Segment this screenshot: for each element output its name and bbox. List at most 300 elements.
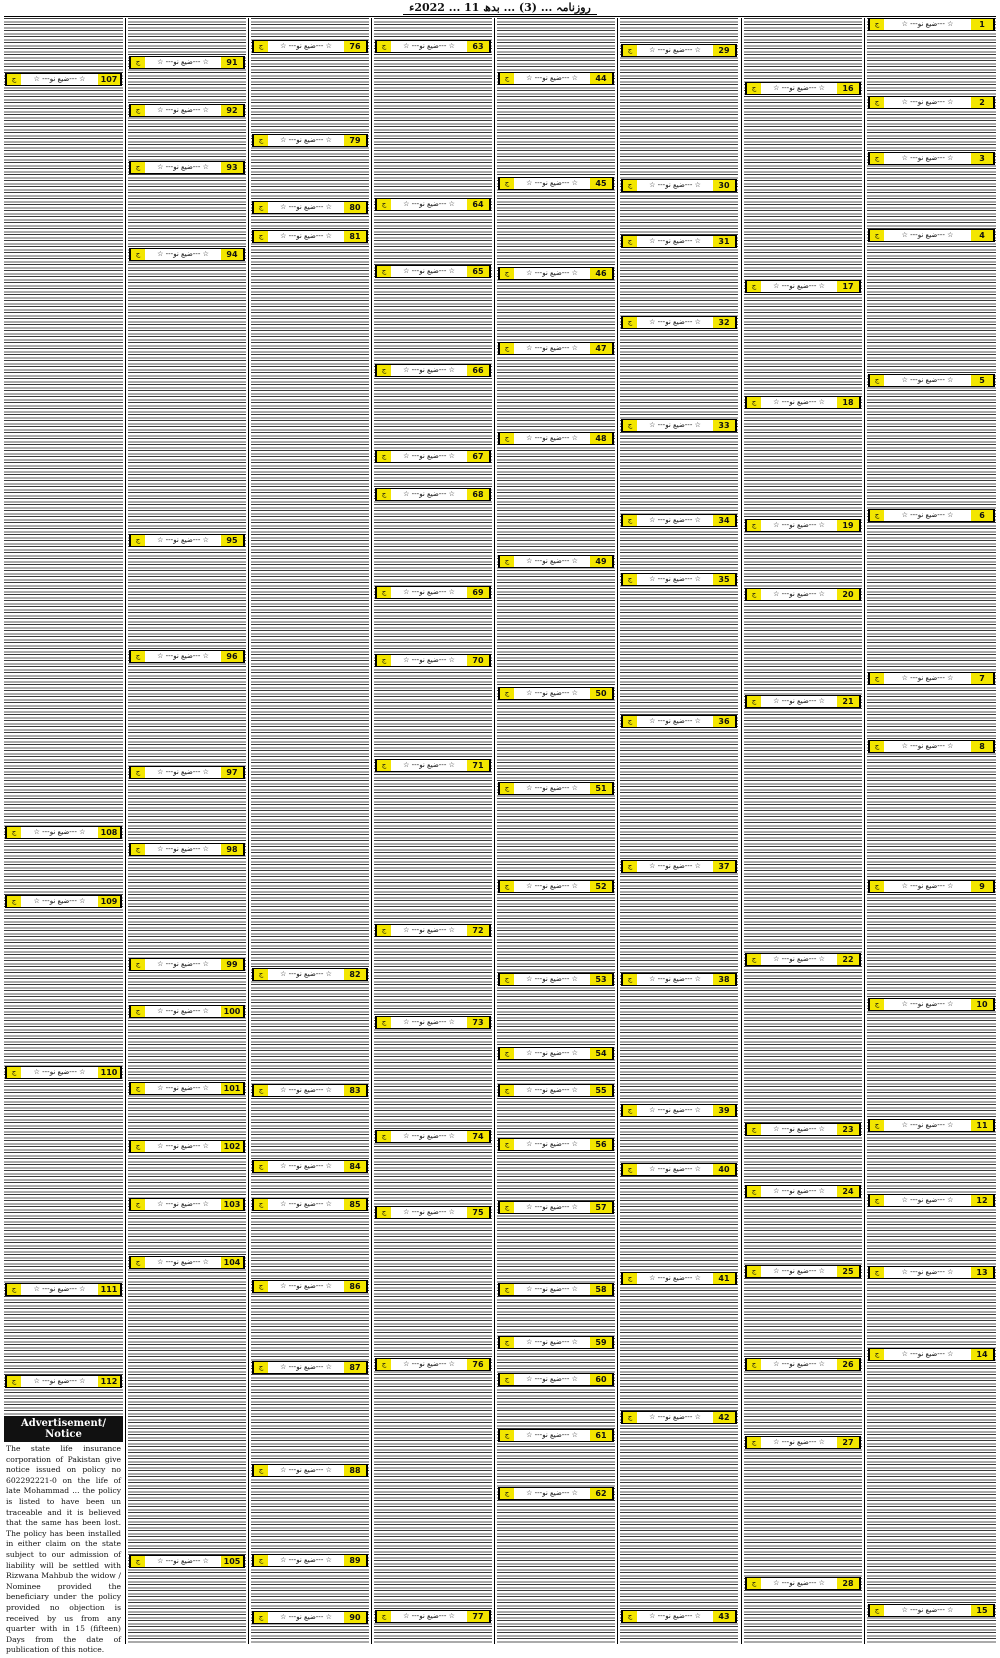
notice-header xyxy=(129,56,245,69)
advertisement-body: The state life insurance corporation of Pakistan give notice issued on policy no 602292221-0 on the life of late Mohammad ... the policy is listed to have been un traceable and it is believed that the same has been lost. The policy has been installed in either claim on the state subject to our admission of liability will be settled with Rizwana Mahbub the widow / Nominee provided the beneficiary under the policy provided no objection is received by us from any quarter with in 15 (fifteen) Days from the date of publication of this notice. xyxy=(6,1444,121,1655)
notice-title: ☆ ---ضیع نو--- ☆ xyxy=(526,269,578,277)
notice-tag: ج xyxy=(622,974,637,985)
notice-title: ☆ ---ضیع نو--- ☆ xyxy=(526,179,578,187)
notice-tag: ج xyxy=(253,1465,268,1476)
notice-title: ☆ ---ضیع نو--- ☆ xyxy=(901,20,954,28)
notice-header xyxy=(621,973,737,986)
notice-tag: ج xyxy=(622,1105,637,1116)
notice-column-3 xyxy=(251,18,369,1644)
notice-title: ☆ ---ضیع نو--- ☆ xyxy=(403,1132,455,1140)
notice-columns xyxy=(4,18,996,1655)
notice-number: 30 xyxy=(713,180,736,191)
notice-number: 15 xyxy=(971,1605,994,1616)
notice-tag: ج xyxy=(499,343,514,354)
notice-header xyxy=(621,419,737,432)
notice-number: 1 xyxy=(971,19,994,30)
notice-number: 105 xyxy=(221,1556,244,1567)
notice-title: ☆ ---ضیع نو--- ☆ xyxy=(157,1007,209,1015)
notice-title: ☆ ---ضیع نو--- ☆ xyxy=(901,742,954,750)
notice-tag: ج xyxy=(376,199,391,210)
notice-tag: ج xyxy=(130,535,145,546)
notice-number: 79 xyxy=(344,135,367,146)
notice-header xyxy=(868,1119,995,1132)
notice-tag: ج xyxy=(499,974,514,985)
notice-number: 19 xyxy=(837,520,860,531)
notice-header xyxy=(745,695,861,708)
notice-number: 28 xyxy=(837,1578,860,1589)
notice-number: 39 xyxy=(713,1105,736,1116)
notice-title: ☆ ---ضیع نو--- ☆ xyxy=(773,1360,825,1368)
notice-tag: ج xyxy=(869,1120,884,1131)
notice-tag: ج xyxy=(253,1612,268,1623)
notice-tag: ج xyxy=(499,1488,514,1499)
notice-title: ☆ ---ضیع نو--- ☆ xyxy=(649,46,701,54)
notice-title: ☆ ---ضیع نو--- ☆ xyxy=(649,1274,701,1282)
notice-header xyxy=(745,588,861,601)
notice-tag: ج xyxy=(622,716,637,727)
notice-title: ☆ ---ضیع نو--- ☆ xyxy=(649,421,701,429)
notice-number: 29 xyxy=(713,45,736,56)
notice-number: 57 xyxy=(590,1202,613,1213)
notice-number: 33 xyxy=(713,420,736,431)
notice-header xyxy=(498,177,614,190)
notice-title: ☆ ---ضیع نو--- ☆ xyxy=(649,1165,701,1173)
notice-header xyxy=(129,766,245,779)
notice-number: 16 xyxy=(837,83,860,94)
notice-title: ☆ ---ضیع نو--- ☆ xyxy=(280,1363,332,1371)
notice-number: 12 xyxy=(971,1195,994,1206)
notice-tag: ج xyxy=(869,19,884,30)
notice-header xyxy=(5,1375,122,1388)
notice-title: ☆ ---ضیع نو--- ☆ xyxy=(649,1106,701,1114)
notice-tag: ج xyxy=(376,1017,391,1028)
column-separator xyxy=(371,18,372,1644)
notice-header xyxy=(621,1272,737,1285)
notice-number: 62 xyxy=(590,1488,613,1499)
notice-number: 70 xyxy=(467,655,490,666)
notice-tag: ج xyxy=(253,969,268,980)
notice-title: ☆ ---ضیع نو--- ☆ xyxy=(157,106,209,114)
notice-tag: ج xyxy=(499,556,514,567)
notice-column-2 xyxy=(128,18,246,1644)
notice-header xyxy=(621,860,737,873)
notice-number: 73 xyxy=(467,1017,490,1028)
notice-title: ☆ ---ضیع نو--- ☆ xyxy=(157,163,209,171)
notice-header xyxy=(745,519,861,532)
notice-header xyxy=(375,265,491,278)
notice-title: ☆ ---ضیع نو--- ☆ xyxy=(157,536,209,544)
notice-tag: ج xyxy=(253,231,268,242)
notice-title: ☆ ---ضیع نو--- ☆ xyxy=(773,521,825,529)
notice-title: ☆ ---ضیع نو--- ☆ xyxy=(901,882,954,890)
notice-title: ☆ ---ضیع نو--- ☆ xyxy=(901,231,954,239)
notice-header xyxy=(498,1429,614,1442)
notice-title: ☆ ---ضیع نو--- ☆ xyxy=(773,590,825,598)
notice-title: ☆ ---ضیع نو--- ☆ xyxy=(526,1431,578,1439)
notice-number: 22 xyxy=(837,954,860,965)
notice-tag: ج xyxy=(130,57,145,68)
notice-header xyxy=(498,1138,614,1151)
notice-title: ☆ ---ضیع نو--- ☆ xyxy=(403,588,455,596)
notice-number: 56 xyxy=(590,1139,613,1150)
notice-header xyxy=(868,672,995,685)
notice-tag: ج xyxy=(499,1284,514,1295)
notice-column-4 xyxy=(374,18,492,1644)
notice-header xyxy=(621,573,737,586)
notice-number: 44 xyxy=(590,73,613,84)
notice-tag: ج xyxy=(376,1207,391,1218)
notice-tag: ج xyxy=(622,317,637,328)
notice-number: 101 xyxy=(221,1083,244,1094)
notice-header xyxy=(5,826,122,839)
notice-header xyxy=(129,534,245,547)
notice-tag: ج xyxy=(130,1006,145,1017)
notice-tag: ج xyxy=(499,268,514,279)
notice-title: ☆ ---ضیع نو--- ☆ xyxy=(157,1258,209,1266)
notice-number: 42 xyxy=(713,1412,736,1423)
notice-header xyxy=(375,198,491,211)
notice-column-6 xyxy=(620,18,738,1644)
notice-header xyxy=(375,364,491,377)
notice-header xyxy=(498,687,614,700)
notice-number: 27 xyxy=(837,1437,860,1448)
notice-number: 9 xyxy=(971,881,994,892)
notice-header xyxy=(621,1104,737,1117)
notice-tag: ج xyxy=(499,1337,514,1348)
notice-header xyxy=(129,650,245,663)
notice-header xyxy=(375,586,491,599)
notice-header xyxy=(621,715,737,728)
notice-column-8 xyxy=(867,18,996,1644)
notice-header xyxy=(868,1604,995,1617)
notice-tag: ج xyxy=(6,1284,21,1295)
notice-title: ☆ ---ضیع نو--- ☆ xyxy=(526,1086,578,1094)
notice-number: 49 xyxy=(590,556,613,567)
notice-header xyxy=(5,1283,122,1296)
notice-header xyxy=(621,1163,737,1176)
notice-header xyxy=(252,1361,368,1374)
notice-tag: ج xyxy=(869,1605,884,1616)
notice-tag: ج xyxy=(253,1161,268,1172)
notice-title: ☆ ---ضیع نو--- ☆ xyxy=(157,250,209,258)
notice-header xyxy=(129,1555,245,1568)
notice-header xyxy=(375,1206,491,1219)
notice-number: 82 xyxy=(344,969,367,980)
notice-number: 4 xyxy=(971,230,994,241)
notice-tag: ج xyxy=(869,741,884,752)
notice-tag: ج xyxy=(746,1437,761,1448)
notice-header xyxy=(129,1256,245,1269)
notice-header xyxy=(375,1130,491,1143)
notice-header xyxy=(129,843,245,856)
notice-header xyxy=(498,1047,614,1060)
notice-title: ☆ ---ضیع نو--- ☆ xyxy=(403,452,455,460)
notice-title: ☆ ---ضیع نو--- ☆ xyxy=(280,232,332,240)
notice-title: ☆ ---ضیع نو--- ☆ xyxy=(773,1579,825,1587)
notice-number: 8 xyxy=(971,741,994,752)
notice-title: ☆ ---ضیع نو--- ☆ xyxy=(403,200,455,208)
notice-title: ☆ ---ضیع نو--- ☆ xyxy=(526,1049,578,1057)
notice-title: ☆ ---ضیع نو--- ☆ xyxy=(901,376,954,384)
notice-header xyxy=(129,1198,245,1211)
advertisement-notice xyxy=(4,1416,123,1658)
notice-tag: ج xyxy=(130,959,145,970)
notice-number: 69 xyxy=(467,587,490,598)
notice-header xyxy=(621,316,737,329)
notice-header xyxy=(375,924,491,937)
notice-number: 112 xyxy=(98,1376,121,1387)
notice-title: ☆ ---ضیع نو--- ☆ xyxy=(901,1000,954,1008)
notice-title: ☆ ---ضیع نو--- ☆ xyxy=(526,1338,578,1346)
notice-tag: ج xyxy=(499,783,514,794)
notice-number: 84 xyxy=(344,1161,367,1172)
notice-number: 60 xyxy=(590,1374,613,1385)
notice-tag: ج xyxy=(746,520,761,531)
notice-number: 24 xyxy=(837,1186,860,1197)
notice-number: 21 xyxy=(837,696,860,707)
notice-number: 52 xyxy=(590,881,613,892)
notice-title: ☆ ---ضیع نو--- ☆ xyxy=(403,490,455,498)
notice-title: ☆ ---ضیع نو--- ☆ xyxy=(901,511,954,519)
notice-title: ☆ ---ضیع نو--- ☆ xyxy=(649,1612,701,1620)
column-separator xyxy=(248,18,249,1644)
notice-number: 17 xyxy=(837,281,860,292)
notice-number: 51 xyxy=(590,783,613,794)
notice-header xyxy=(745,953,861,966)
notice-title: ☆ ---ضیع نو--- ☆ xyxy=(773,1125,825,1133)
notice-column-1 xyxy=(4,18,123,1655)
notice-tag: ج xyxy=(746,589,761,600)
notice-number: 58 xyxy=(590,1284,613,1295)
notice-header xyxy=(129,1005,245,1018)
notice-header xyxy=(868,374,995,387)
notice-header xyxy=(745,280,861,293)
notice-number: 63 xyxy=(467,41,490,52)
notice-tag: ج xyxy=(746,281,761,292)
notice-number: 14 xyxy=(971,1349,994,1360)
notice-header xyxy=(745,82,861,95)
notice-tag: ج xyxy=(130,249,145,260)
notice-number: 85 xyxy=(344,1199,367,1210)
notice-tag: ج xyxy=(253,1555,268,1566)
notice-header xyxy=(498,1283,614,1296)
notice-number: 3 xyxy=(971,153,994,164)
notice-header xyxy=(868,880,995,893)
notice-title: ☆ ---ضیع نو--- ☆ xyxy=(403,1360,455,1368)
notice-title: ☆ ---ضیع نو--- ☆ xyxy=(901,1350,954,1358)
notice-tag: ج xyxy=(622,1412,637,1423)
notice-tag: ج xyxy=(130,1083,145,1094)
notice-title: ☆ ---ضیع نو--- ☆ xyxy=(526,1203,578,1211)
notice-header xyxy=(375,488,491,501)
notice-number: 53 xyxy=(590,974,613,985)
notice-tag: ج xyxy=(376,925,391,936)
notice-title: ☆ ---ضیع نو--- ☆ xyxy=(280,1086,332,1094)
column-separator xyxy=(741,18,742,1644)
notice-tag: ج xyxy=(6,1376,21,1387)
notice-header xyxy=(129,1140,245,1153)
notice-number: 13 xyxy=(971,1267,994,1278)
notice-title: ☆ ---ضیع نو--- ☆ xyxy=(280,1162,332,1170)
masthead-rule xyxy=(4,16,996,17)
notice-title: ☆ ---ضیع نو--- ☆ xyxy=(33,897,86,905)
notice-number: 96 xyxy=(221,651,244,662)
notice-tag: ج xyxy=(869,375,884,386)
notice-title: ☆ ---ضیع نو--- ☆ xyxy=(280,1613,332,1621)
notice-tag: ج xyxy=(499,1374,514,1385)
notice-tag: ج xyxy=(869,1349,884,1360)
notice-title: ☆ ---ضیع نو--- ☆ xyxy=(773,398,825,406)
notice-tag: ج xyxy=(746,696,761,707)
notice-number: 65 xyxy=(467,266,490,277)
column-separator xyxy=(494,18,495,1644)
notice-number: 87 xyxy=(344,1362,367,1373)
notice-number: 71 xyxy=(467,760,490,771)
notice-header xyxy=(375,1610,491,1623)
notice-tag: ج xyxy=(746,397,761,408)
notice-tag: ج xyxy=(746,1578,761,1589)
notice-tag: ج xyxy=(253,1281,268,1292)
notice-number: 76 xyxy=(344,41,367,52)
notice-number: 47 xyxy=(590,343,613,354)
notice-header xyxy=(129,958,245,971)
notice-header xyxy=(498,1336,614,1349)
notice-number: 81 xyxy=(344,231,367,242)
notice-tag: ج xyxy=(253,1362,268,1373)
notice-number: 31 xyxy=(713,236,736,247)
notice-header xyxy=(498,72,614,85)
notice-header xyxy=(375,759,491,772)
notice-tag: ج xyxy=(869,153,884,164)
notice-header xyxy=(252,1160,368,1173)
notice-tag: ج xyxy=(746,1266,761,1277)
notice-header xyxy=(498,973,614,986)
notice-tag: ج xyxy=(622,1164,637,1175)
notice-tag: ج xyxy=(130,162,145,173)
notice-tag: ج xyxy=(130,1199,145,1210)
notice-number: 108 xyxy=(98,827,121,838)
notice-number: 41 xyxy=(713,1273,736,1284)
notice-title: ☆ ---ضیع نو--- ☆ xyxy=(403,42,455,50)
notice-number: 46 xyxy=(590,268,613,279)
column-separator xyxy=(617,18,618,1644)
notice-title: ☆ ---ضیع نو--- ☆ xyxy=(649,1413,701,1421)
notice-number: 10 xyxy=(971,999,994,1010)
notice-number: 45 xyxy=(590,178,613,189)
notice-number: 66 xyxy=(467,365,490,376)
notice-title: ☆ ---ضیع نو--- ☆ xyxy=(526,882,578,890)
notice-header xyxy=(375,1016,491,1029)
notice-title: ☆ ---ضیع نو--- ☆ xyxy=(157,845,209,853)
notice-tag: ج xyxy=(746,1359,761,1370)
notice-tag: ج xyxy=(6,74,21,85)
column-separator xyxy=(864,18,865,1644)
notice-title: ☆ ---ضیع نو--- ☆ xyxy=(403,267,455,275)
notice-title: ☆ ---ضیع نو--- ☆ xyxy=(33,1285,86,1293)
notice-header xyxy=(252,1464,368,1477)
notice-number: 109 xyxy=(98,896,121,907)
notice-number: 23 xyxy=(837,1124,860,1135)
notice-number: 75 xyxy=(467,1207,490,1218)
notice-title: ☆ ---ضیع نو--- ☆ xyxy=(280,1282,332,1290)
notice-title: ☆ ---ضیع نو--- ☆ xyxy=(901,1121,954,1129)
notice-tag: ج xyxy=(622,1273,637,1284)
notice-title: ☆ ---ضیع نو--- ☆ xyxy=(773,697,825,705)
notice-number: 26 xyxy=(837,1359,860,1370)
notice-title: ☆ ---ضیع نو--- ☆ xyxy=(403,1208,455,1216)
notice-tag: ج xyxy=(622,574,637,585)
notice-tag: ج xyxy=(869,97,884,108)
notice-tag: ج xyxy=(622,1611,637,1622)
notice-number: 34 xyxy=(713,515,736,526)
notice-tag: ج xyxy=(869,673,884,684)
notice-header xyxy=(868,998,995,1011)
notice-title: ☆ ---ضیع نو--- ☆ xyxy=(901,154,954,162)
notice-tag: ج xyxy=(376,587,391,598)
notice-header xyxy=(745,1577,861,1590)
notice-header xyxy=(745,396,861,409)
masthead-text: روزنامہ ... (3) ... بدھ 11 ... 2022ء xyxy=(403,1,597,15)
notice-tag: ج xyxy=(499,1139,514,1150)
notice-tag: ج xyxy=(376,489,391,500)
notice-header xyxy=(868,740,995,753)
notice-title: ☆ ---ضیع نو--- ☆ xyxy=(649,575,701,583)
notice-header xyxy=(621,44,737,57)
notice-header xyxy=(498,432,614,445)
notice-header xyxy=(868,152,995,165)
notice-title: ☆ ---ضیع نو--- ☆ xyxy=(403,1018,455,1026)
notice-header xyxy=(252,201,368,214)
notice-header xyxy=(498,782,614,795)
notice-tag: ج xyxy=(869,230,884,241)
notice-header xyxy=(252,1198,368,1211)
notice-title: ☆ ---ضیع نو--- ☆ xyxy=(280,1556,332,1564)
notice-number: 74 xyxy=(467,1131,490,1142)
notice-title: ☆ ---ضیع نو--- ☆ xyxy=(773,84,825,92)
notice-number: 103 xyxy=(221,1199,244,1210)
notice-tag: ج xyxy=(376,266,391,277)
notice-number: 89 xyxy=(344,1555,367,1566)
notice-number: 93 xyxy=(221,162,244,173)
notice-title: ☆ ---ضیع نو--- ☆ xyxy=(403,1612,455,1620)
notice-title: ☆ ---ضیع نو--- ☆ xyxy=(649,717,701,725)
notice-number: 68 xyxy=(467,489,490,500)
notice-tag: ج xyxy=(130,1556,145,1567)
notice-header xyxy=(252,1084,368,1097)
notice-column-5 xyxy=(497,18,615,1644)
notice-header xyxy=(5,895,122,908)
notice-tag: ج xyxy=(622,515,637,526)
notice-title: ☆ ---ضیع نو--- ☆ xyxy=(526,1375,578,1383)
notice-title: ☆ ---ضیع نو--- ☆ xyxy=(649,975,701,983)
notice-number: 92 xyxy=(221,105,244,116)
notice-tag: ج xyxy=(130,767,145,778)
notice-number: 76 xyxy=(467,1359,490,1370)
notice-title: ☆ ---ضیع نو--- ☆ xyxy=(649,516,701,524)
notice-tag: ج xyxy=(253,41,268,52)
notice-tag: ج xyxy=(869,1267,884,1278)
notice-header xyxy=(498,267,614,280)
notice-title: ☆ ---ضیع نو--- ☆ xyxy=(526,1140,578,1148)
notice-tag: ج xyxy=(376,365,391,376)
notice-tag: ج xyxy=(746,1124,761,1135)
notice-header xyxy=(252,1611,368,1624)
notice-number: 97 xyxy=(221,767,244,778)
notice-title: ☆ ---ضیع نو--- ☆ xyxy=(280,136,332,144)
notice-title: ☆ ---ضیع نو--- ☆ xyxy=(280,42,332,50)
notice-tag: ج xyxy=(622,45,637,56)
notice-header xyxy=(129,104,245,117)
